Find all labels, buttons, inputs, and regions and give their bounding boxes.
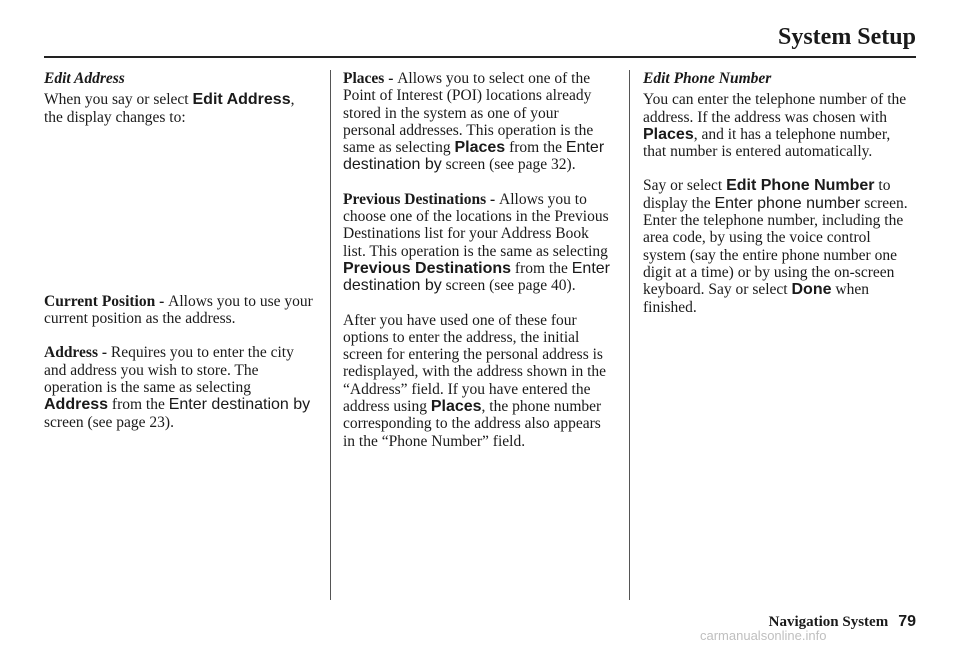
edit-address-intro: When you say or select Edit Address, the display changes to: <box>44 91 295 126</box>
column-left <box>44 70 316 448</box>
column-divider <box>629 70 630 600</box>
ui-term: Enter destination by <box>168 396 311 414</box>
ui-term: Enter destination by <box>343 139 605 174</box>
ui-term: Edit Address <box>192 91 291 109</box>
phone-instructions-paragraph: Say or select Edit Phone Number to display the Enter phone number screen. Enter the telephone number, including the area code, by using the voice control system (say the entire phone number one digit at a time) or by using the on-screen keyboard. Say or select Done when finished. <box>643 177 908 316</box>
ui-term: Enter destination by <box>343 259 610 295</box>
footer-label: Navigation System <box>768 614 889 630</box>
column-divider <box>330 70 331 600</box>
ui-term: Places <box>430 398 482 416</box>
ui-term: Enter phone number <box>714 194 861 212</box>
ui-term: Previous Destinations <box>343 259 512 277</box>
edit-address-heading: Edit Address <box>44 70 125 87</box>
page-number: 79 <box>898 613 916 630</box>
ui-term: Places <box>643 125 694 143</box>
screen-image-placeholder <box>44 143 316 293</box>
ui-term: Edit Phone Number <box>726 177 875 195</box>
phone-intro-paragraph: You can enter the telephone number of the address. If the address was chosen with Places, and it has a telephone number, that number is entered automatically. <box>643 91 907 161</box>
header-rule <box>44 56 916 58</box>
ui-term: Places <box>454 139 506 157</box>
ui-term: Done <box>791 281 832 299</box>
after-paragraph: After you have used one of these four options to enter the address, the initial screen for entering the personal address is redisplayed, with the address shown in the “Address” field. If you have entered the address using Places, the phone number corresponding to the address also appears in the “Phone Number” field. <box>343 311 607 450</box>
places-paragraph: Places - Allows you to select one of the Point of Interest (POI) locations already stored in the system as one of your personal addresses. This operation is the same as selecting Places from the Enter destination by screen (see page 32). <box>343 70 605 174</box>
address-paragraph: Address - Requires you to enter the city and address you wish to store. The operation is the same as selecting Address from the Enter destination by screen (see page 23). <box>44 344 311 431</box>
page-title: System Setup <box>777 24 916 50</box>
column-right <box>643 70 915 333</box>
ui-term: Address <box>44 396 109 414</box>
column-middle <box>343 70 615 467</box>
watermark: carmanualsonline.info <box>700 628 827 643</box>
current-position-paragraph: Current Position - Allows you to use your current position as the address. <box>44 292 313 328</box>
edit-phone-heading: Edit Phone Number <box>643 70 772 87</box>
previous-destinations-paragraph: Previous Destinations - Allows you to choose one of the locations in the Previous Destinations list for your Address Book list. This operation is the same as selecting Previous Destinations from the Enter destination by screen (see page 40). <box>343 190 610 295</box>
